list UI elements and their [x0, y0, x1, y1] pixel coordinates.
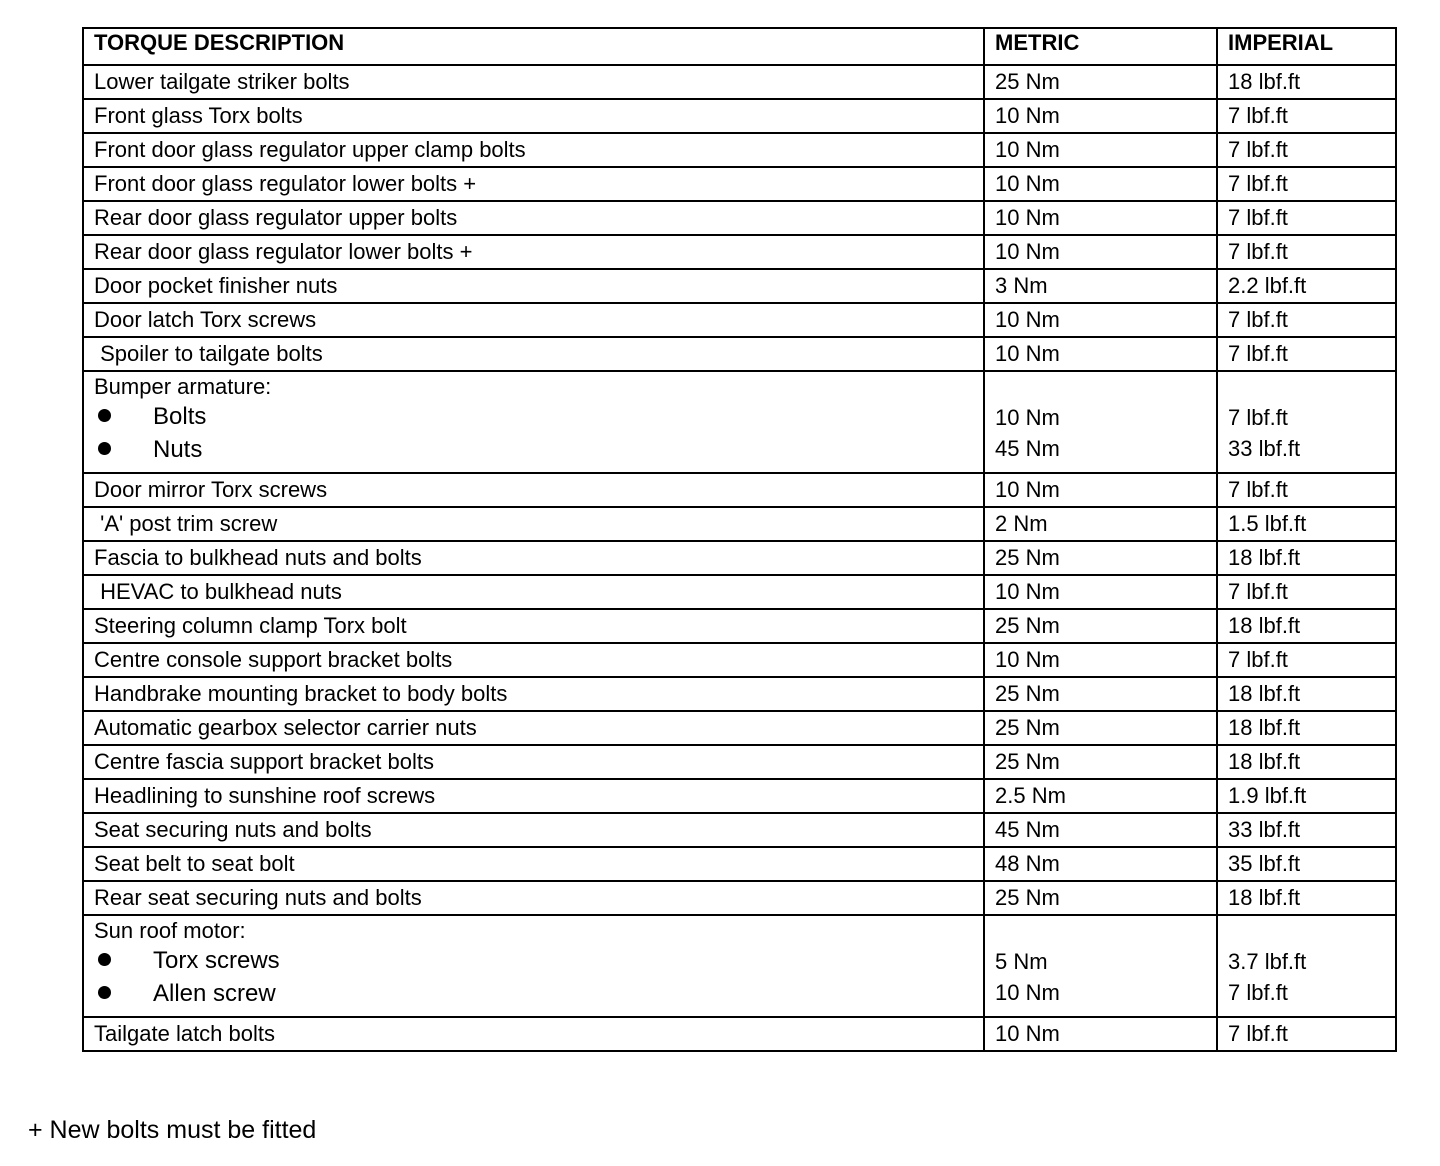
torque-description-cell: Rear door glass regulator upper bolts: [83, 201, 984, 235]
torque-description-cell: [83, 371, 984, 473]
torque-description-cell: Rear seat securing nuts and bolts: [83, 881, 984, 915]
imperial-cell: 7 lbf.ft: [1217, 167, 1396, 201]
table-row: [83, 745, 1396, 779]
metric-cell: [984, 915, 1217, 1017]
sub-item-imperial: 33 lbf.ft: [1228, 436, 1301, 461]
imperial-cell: 1.9 lbf.ft: [1217, 779, 1396, 813]
bullet-icon: [98, 442, 111, 455]
table-row: [83, 1017, 1396, 1051]
header-imperial: IMPERIAL: [1217, 28, 1396, 65]
sub-item-metric: 45 Nm: [995, 436, 1060, 461]
bullet-icon: [98, 953, 111, 966]
table-row: [83, 269, 1396, 303]
metric-cell: 25 Nm: [984, 65, 1217, 99]
imperial-cell: [1217, 371, 1396, 473]
spacer: [995, 918, 1206, 946]
sub-item-label: Bolts: [153, 403, 207, 430]
table-row: [83, 881, 1396, 915]
imperial-cell: 18 lbf.ft: [1217, 677, 1396, 711]
imperial-cell: 7 lbf.ft: [1217, 303, 1396, 337]
imperial-cell: 7 lbf.ft: [1217, 473, 1396, 507]
imperial-cell: 7 lbf.ft: [1217, 337, 1396, 371]
table-row: [83, 575, 1396, 609]
table-row: [83, 235, 1396, 269]
torque-description-cell: [83, 915, 984, 1017]
header-description: TORQUE DESCRIPTION: [83, 28, 984, 65]
imperial-cell: 7 lbf.ft: [1217, 235, 1396, 269]
metric-cell: 25 Nm: [984, 881, 1217, 915]
table-row: [83, 541, 1396, 575]
imperial-cell: [1217, 915, 1396, 1017]
metric-cell: [984, 371, 1217, 473]
metric-cell: 48 Nm: [984, 847, 1217, 881]
table-header-row: [83, 28, 1396, 65]
sub-item-metric: 5 Nm: [995, 949, 1048, 974]
torque-description-cell: Seat securing nuts and bolts: [83, 813, 984, 847]
imperial-cell: 18 lbf.ft: [1217, 745, 1396, 779]
metric-cell: 10 Nm: [984, 1017, 1217, 1051]
imperial-cell: 7 lbf.ft: [1217, 575, 1396, 609]
metric-cell: 10 Nm: [984, 337, 1217, 371]
table-row: [83, 99, 1396, 133]
metric-cell: 25 Nm: [984, 711, 1217, 745]
imperial-cell: 7 lbf.ft: [1217, 99, 1396, 133]
table-row: [83, 167, 1396, 201]
sub-item: [94, 433, 973, 466]
table-row: [83, 303, 1396, 337]
torque-description-cell: Fascia to bulkhead nuts and bolts: [83, 541, 984, 575]
table-row: [83, 201, 1396, 235]
table-row: [83, 711, 1396, 745]
torque-description-cell: Spoiler to tailgate bolts: [83, 337, 984, 371]
sub-item-label: Allen screw: [153, 980, 276, 1007]
imperial-cell: 1.5 lbf.ft: [1217, 507, 1396, 541]
header-metric: METRIC: [984, 28, 1217, 65]
sub-item-metric: 10 Nm: [995, 405, 1060, 430]
torque-description-cell: Door mirror Torx screws: [83, 473, 984, 507]
metric-cell: 25 Nm: [984, 677, 1217, 711]
torque-table: [82, 27, 1397, 1052]
sub-item-metric: 10 Nm: [995, 980, 1060, 1005]
metric-cell: 10 Nm: [984, 99, 1217, 133]
torque-description-cell: Front door glass regulator lower bolts +: [83, 167, 984, 201]
metric-cell: 2.5 Nm: [984, 779, 1217, 813]
table-row: [83, 813, 1396, 847]
metric-cell: 25 Nm: [984, 541, 1217, 575]
metric-cell: 45 Nm: [984, 813, 1217, 847]
spacer: [1228, 374, 1385, 402]
imperial-cell: 7 lbf.ft: [1217, 133, 1396, 167]
imperial-cell: 7 lbf.ft: [1217, 643, 1396, 677]
sub-item-label: Torx screws: [153, 947, 280, 974]
torque-description-cell: Front glass Torx bolts: [83, 99, 984, 133]
metric-cell: 10 Nm: [984, 133, 1217, 167]
torque-description-cell: Door pocket finisher nuts: [83, 269, 984, 303]
table-body: [83, 65, 1396, 1051]
table-row: [83, 337, 1396, 371]
metric-cell: 2 Nm: [984, 507, 1217, 541]
sub-item-imperial: 3.7 lbf.ft: [1228, 949, 1307, 974]
metric-cell: 25 Nm: [984, 745, 1217, 779]
metric-cell: 25 Nm: [984, 609, 1217, 643]
table-row: [83, 779, 1396, 813]
metric-cell: 10 Nm: [984, 575, 1217, 609]
spacer: [995, 374, 1206, 402]
torque-description-cell: Headlining to sunshine roof screws: [83, 779, 984, 813]
torque-description-cell: Seat belt to seat bolt: [83, 847, 984, 881]
torque-description-cell: Centre fascia support bracket bolts: [83, 745, 984, 779]
table-row: [83, 609, 1396, 643]
imperial-cell: 18 lbf.ft: [1217, 711, 1396, 745]
imperial-cell: 18 lbf.ft: [1217, 881, 1396, 915]
torque-description-cell: Tailgate latch bolts: [83, 1017, 984, 1051]
sub-item-label: Nuts: [153, 436, 203, 463]
torque-description-cell: Handbrake mounting bracket to body bolts: [83, 677, 984, 711]
spacer: [1228, 918, 1385, 946]
imperial-cell: 2.2 lbf.ft: [1217, 269, 1396, 303]
metric-cell: 10 Nm: [984, 643, 1217, 677]
sub-item-imperial: 7 lbf.ft: [1228, 980, 1288, 1005]
group-title: Sun roof motor:: [94, 918, 246, 943]
torque-description-cell: Steering column clamp Torx bolt: [83, 609, 984, 643]
table-row: [83, 371, 1396, 473]
imperial-cell: 18 lbf.ft: [1217, 65, 1396, 99]
imperial-cell: 7 lbf.ft: [1217, 1017, 1396, 1051]
table-row: [83, 65, 1396, 99]
table-row: [83, 643, 1396, 677]
table-row: [83, 473, 1396, 507]
torque-description-cell: Centre console support bracket bolts: [83, 643, 984, 677]
imperial-cell: 18 lbf.ft: [1217, 609, 1396, 643]
torque-description-cell: Door latch Torx screws: [83, 303, 984, 337]
imperial-cell: 35 lbf.ft: [1217, 847, 1396, 881]
torque-description-cell: HEVAC to bulkhead nuts: [83, 575, 984, 609]
table-row: [83, 133, 1396, 167]
metric-cell: 10 Nm: [984, 235, 1217, 269]
sub-item: [94, 400, 973, 433]
group-title: Bumper armature:: [94, 374, 272, 399]
torque-description-cell: Rear door glass regulator lower bolts +: [83, 235, 984, 269]
footnote: + New bolts must be fitted: [28, 1116, 317, 1144]
metric-cell: 10 Nm: [984, 303, 1217, 337]
torque-description-cell: Lower tailgate striker bolts: [83, 65, 984, 99]
table-row: [83, 677, 1396, 711]
table-row: [83, 847, 1396, 881]
imperial-cell: 7 lbf.ft: [1217, 201, 1396, 235]
bullet-icon: [98, 986, 111, 999]
metric-cell: 3 Nm: [984, 269, 1217, 303]
imperial-cell: 33 lbf.ft: [1217, 813, 1396, 847]
torque-description-cell: 'A' post trim screw: [83, 507, 984, 541]
sub-item: [94, 944, 973, 977]
sub-item-imperial: 7 lbf.ft: [1228, 405, 1288, 430]
table-row: [83, 507, 1396, 541]
torque-description-cell: Automatic gearbox selector carrier nuts: [83, 711, 984, 745]
torque-description-cell: Front door glass regulator upper clamp bolts: [83, 133, 984, 167]
metric-cell: 10 Nm: [984, 167, 1217, 201]
bullet-icon: [98, 409, 111, 422]
sub-item: [94, 977, 973, 1010]
imperial-cell: 18 lbf.ft: [1217, 541, 1396, 575]
metric-cell: 10 Nm: [984, 201, 1217, 235]
table-row: [83, 915, 1396, 1017]
metric-cell: 10 Nm: [984, 473, 1217, 507]
